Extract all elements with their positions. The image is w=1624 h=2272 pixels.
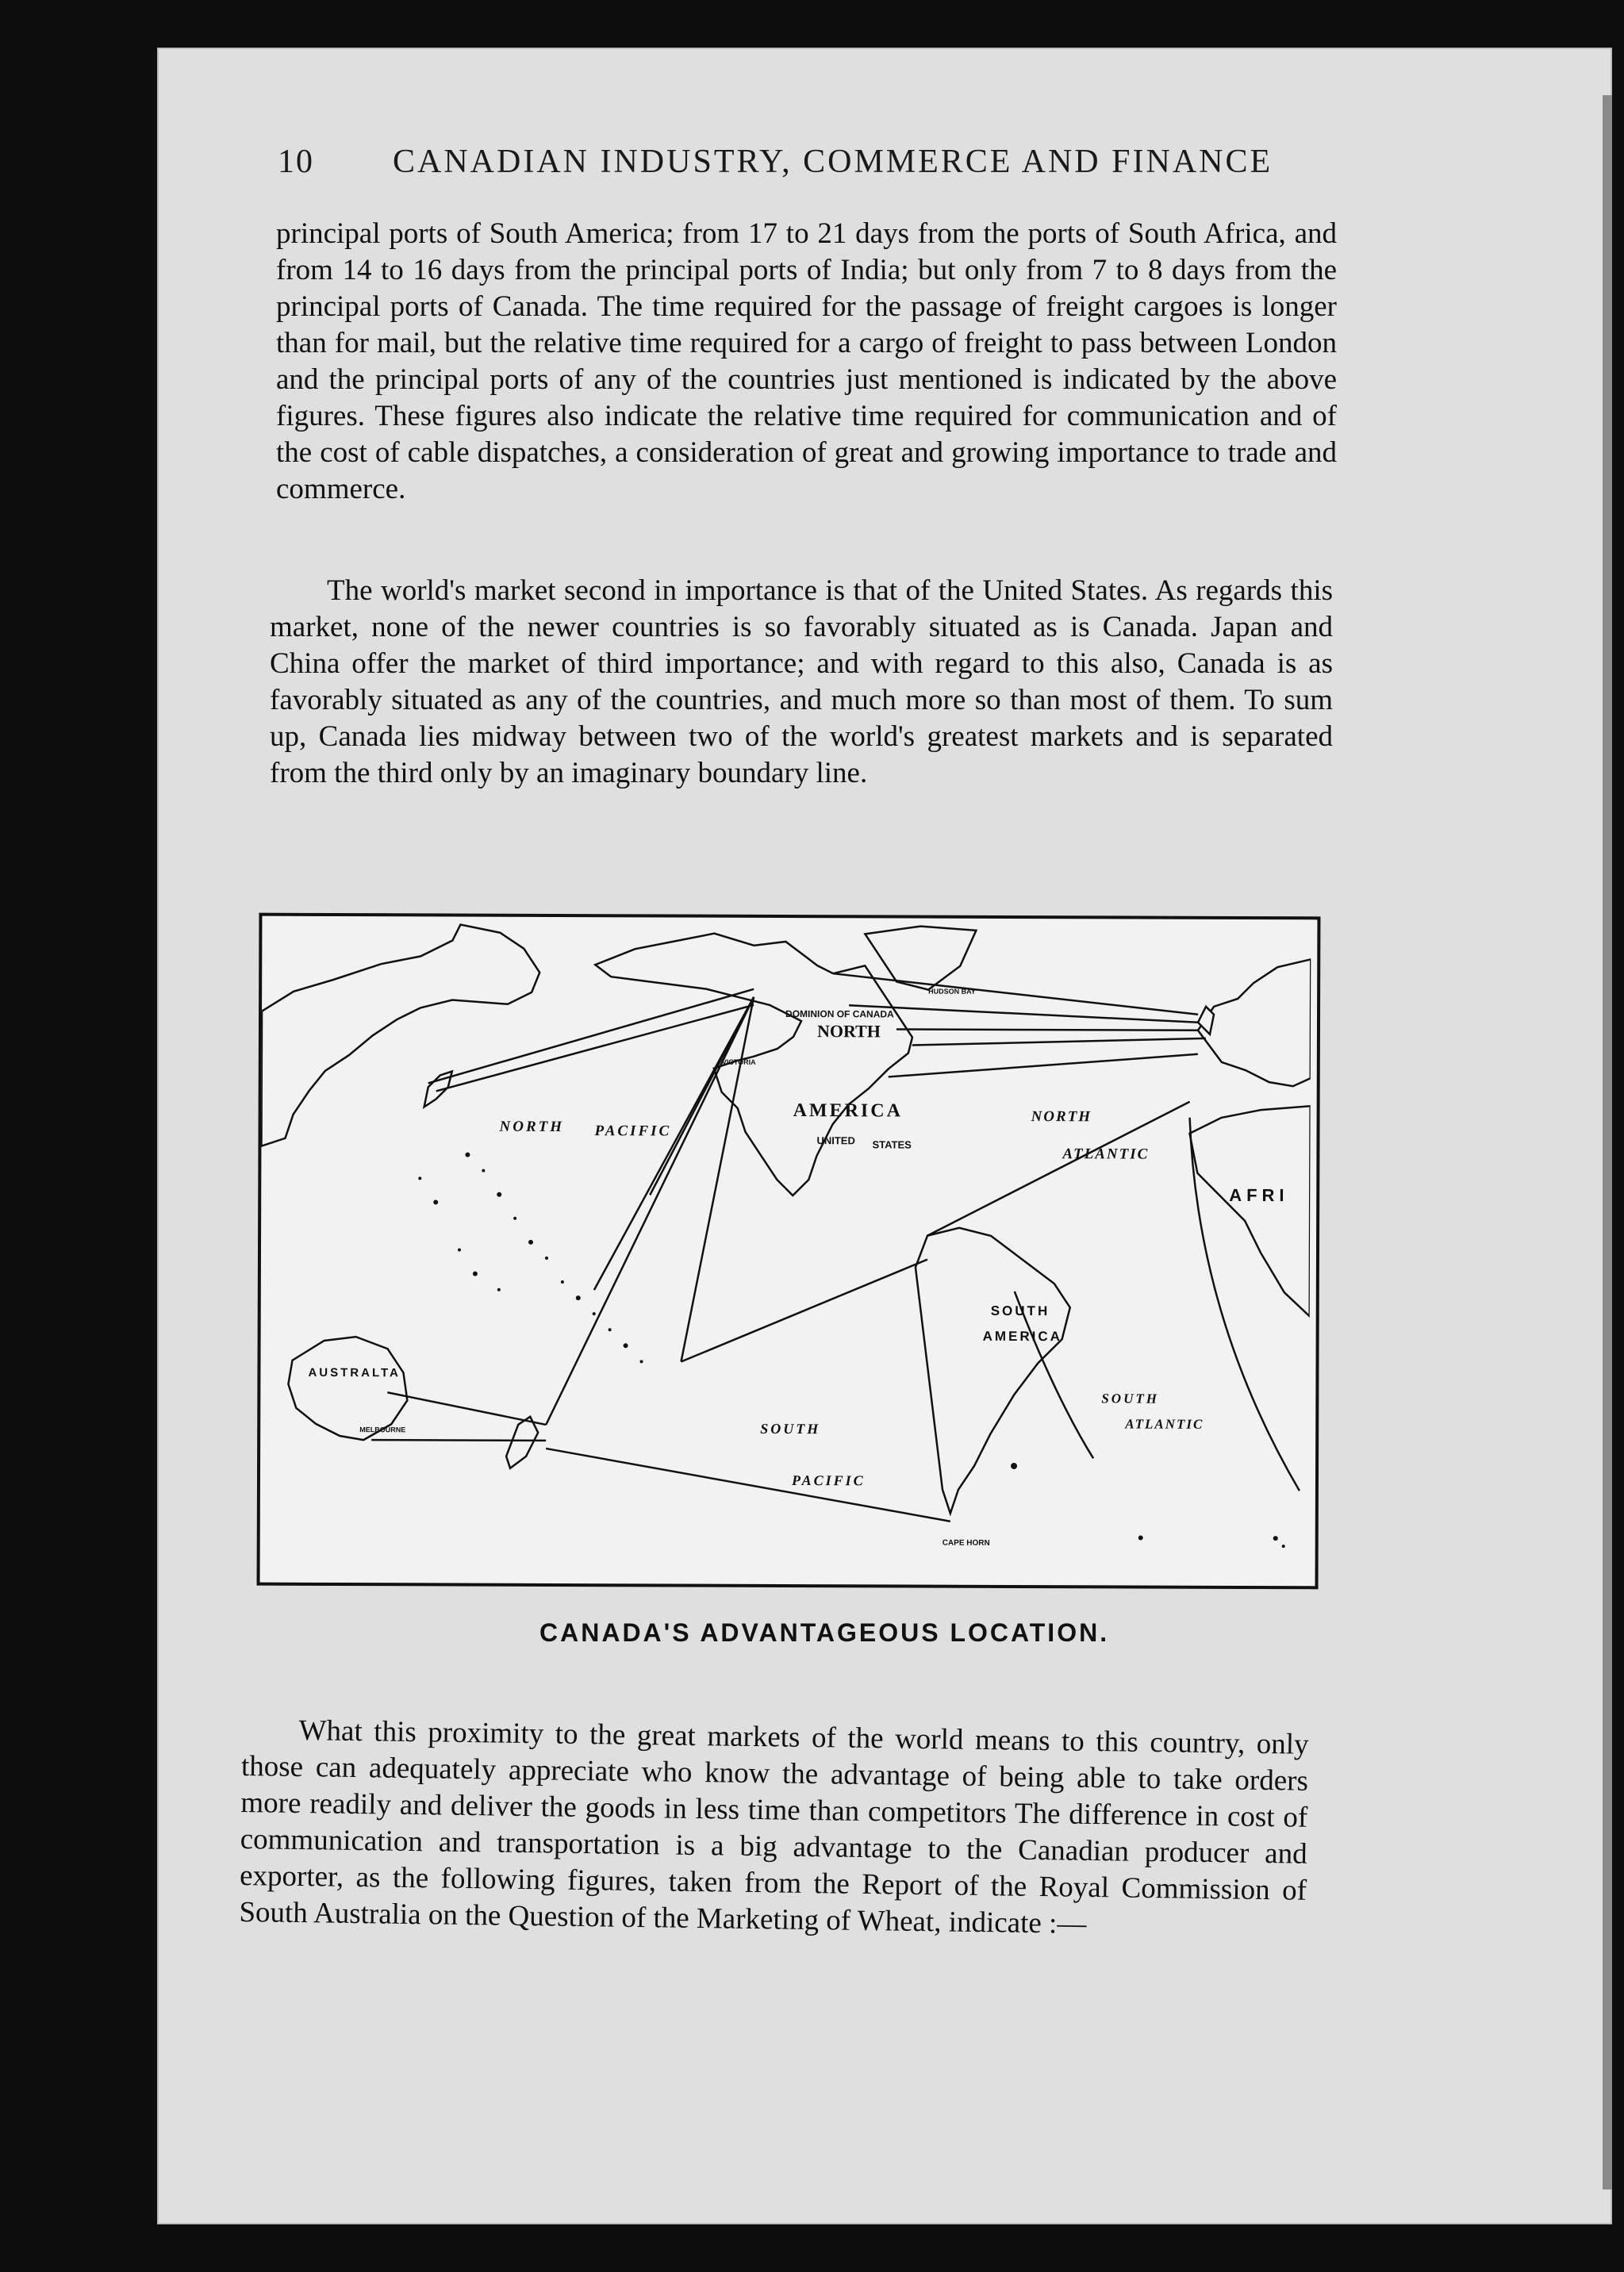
new-zealand-landmass [506, 1417, 538, 1468]
label-south-america-1: SOUTH [990, 1303, 1050, 1319]
label-america: AMERICA [793, 1100, 903, 1122]
route-australia [387, 1392, 546, 1425]
route-pacific-samoa [681, 997, 754, 1362]
label-australasia: AUSTRALTA [308, 1365, 401, 1380]
world-map-figure [257, 913, 1321, 1590]
label-states: STATES [872, 1138, 912, 1151]
world-map-svg [260, 916, 1311, 1580]
label-africa: AFRI [1229, 1184, 1289, 1206]
label-south-atlantic-2: ATLANTIC [1125, 1416, 1204, 1432]
running-header [278, 143, 1388, 198]
africa-landmass [1189, 1106, 1311, 1317]
label-dominion: DOMINION OF CANADA [785, 1007, 894, 1020]
route-caribbean [889, 1053, 1198, 1077]
label-cape-horn: CAPE HORN [942, 1538, 990, 1548]
route-pacific-asia [436, 1004, 754, 1092]
page-number: 10 [278, 144, 314, 180]
label-south-atlantic-1: SOUTH [1101, 1391, 1160, 1407]
route-cape-horn [546, 1449, 950, 1522]
europe-landmass [1198, 959, 1311, 1086]
paragraph-2: The world's market second in importance is that of the United States. As regards this market, none of the newer countries is so favorably situated as is Canada. Japan and China offer the market of third importance; and with regard to this also, Canada is as favorably situated as any of the countries, and much more so than most of them. To sum up, Canada lies midway between two of the world's greatest markets and is separated from the third only by an imaginary boundary line. [270, 574, 1333, 789]
label-north-atlantic-1: NORTH [1031, 1108, 1092, 1126]
label-melbourne: MELBOURNE [359, 1426, 406, 1434]
label-south-pacific-1: SOUTH [760, 1420, 821, 1437]
label-north-top: NORTH [816, 1021, 881, 1042]
figure-caption: CANADA'S ADVANTAGEOUS LOCATION. [539, 1618, 1110, 1647]
asia-landmass [261, 924, 539, 1147]
route-pacific-fiji [594, 996, 754, 1291]
label-north-atlantic-2: ATLANTIC [1062, 1146, 1150, 1163]
route-tasman [371, 1440, 546, 1441]
label-south-pacific-2: PACIFIC [791, 1472, 866, 1489]
paragraph-1: principal ports of South America; from 17 to 21 days from the ports of South Africa, and from 14 to 16 days from the principal ports of India; but only from 7 to 8 days from the principal ports of Canada. The time required for the passage of freight cargoes is longer than for mail, but the relative time required for a cargo of freight to pass between London and the principal ports of any of the countries just mentioned is indicated by the above figures. These figures also indicate the relative time required for communication and of the cost of cable dispatches, a consideration of great and growing importance to trade and commerce. [276, 217, 1337, 505]
label-united: UNITED [816, 1134, 855, 1147]
australia-landmass [288, 1337, 407, 1441]
greenland-landmass [865, 926, 976, 989]
label-hudson-bay: HUDSON BAY [928, 987, 976, 996]
label-north-pacific-1: NORTH [499, 1118, 565, 1136]
route-atlantic-4 [912, 1038, 1206, 1046]
label-victoria: VICTORIA [721, 1057, 756, 1066]
running-title: CANADIAN INDUSTRY, COMMERCE AND FINANCE [393, 144, 1273, 180]
paragraph-3: What this proximity to the great markets of the world means to this country, only those can adequately appreciate who know the advantage of being able to take orders more readily and deliver the goods in less time than competitors The difference in cost of communication and transportation is a big advantage to the Canadian producer and exporter, as the following figures, taken from the Report of the Royal Commission of South Australia on the Question of the Marketing of Wheat, indicate :— [239, 1714, 1309, 1940]
label-south-america-2: AMERICA [982, 1328, 1063, 1345]
route-panama [681, 1259, 927, 1363]
route-atlantic-3 [896, 1029, 1198, 1030]
page-edge-shadow [1603, 95, 1612, 2189]
label-north-pacific-2: PACIFIC [594, 1123, 672, 1140]
